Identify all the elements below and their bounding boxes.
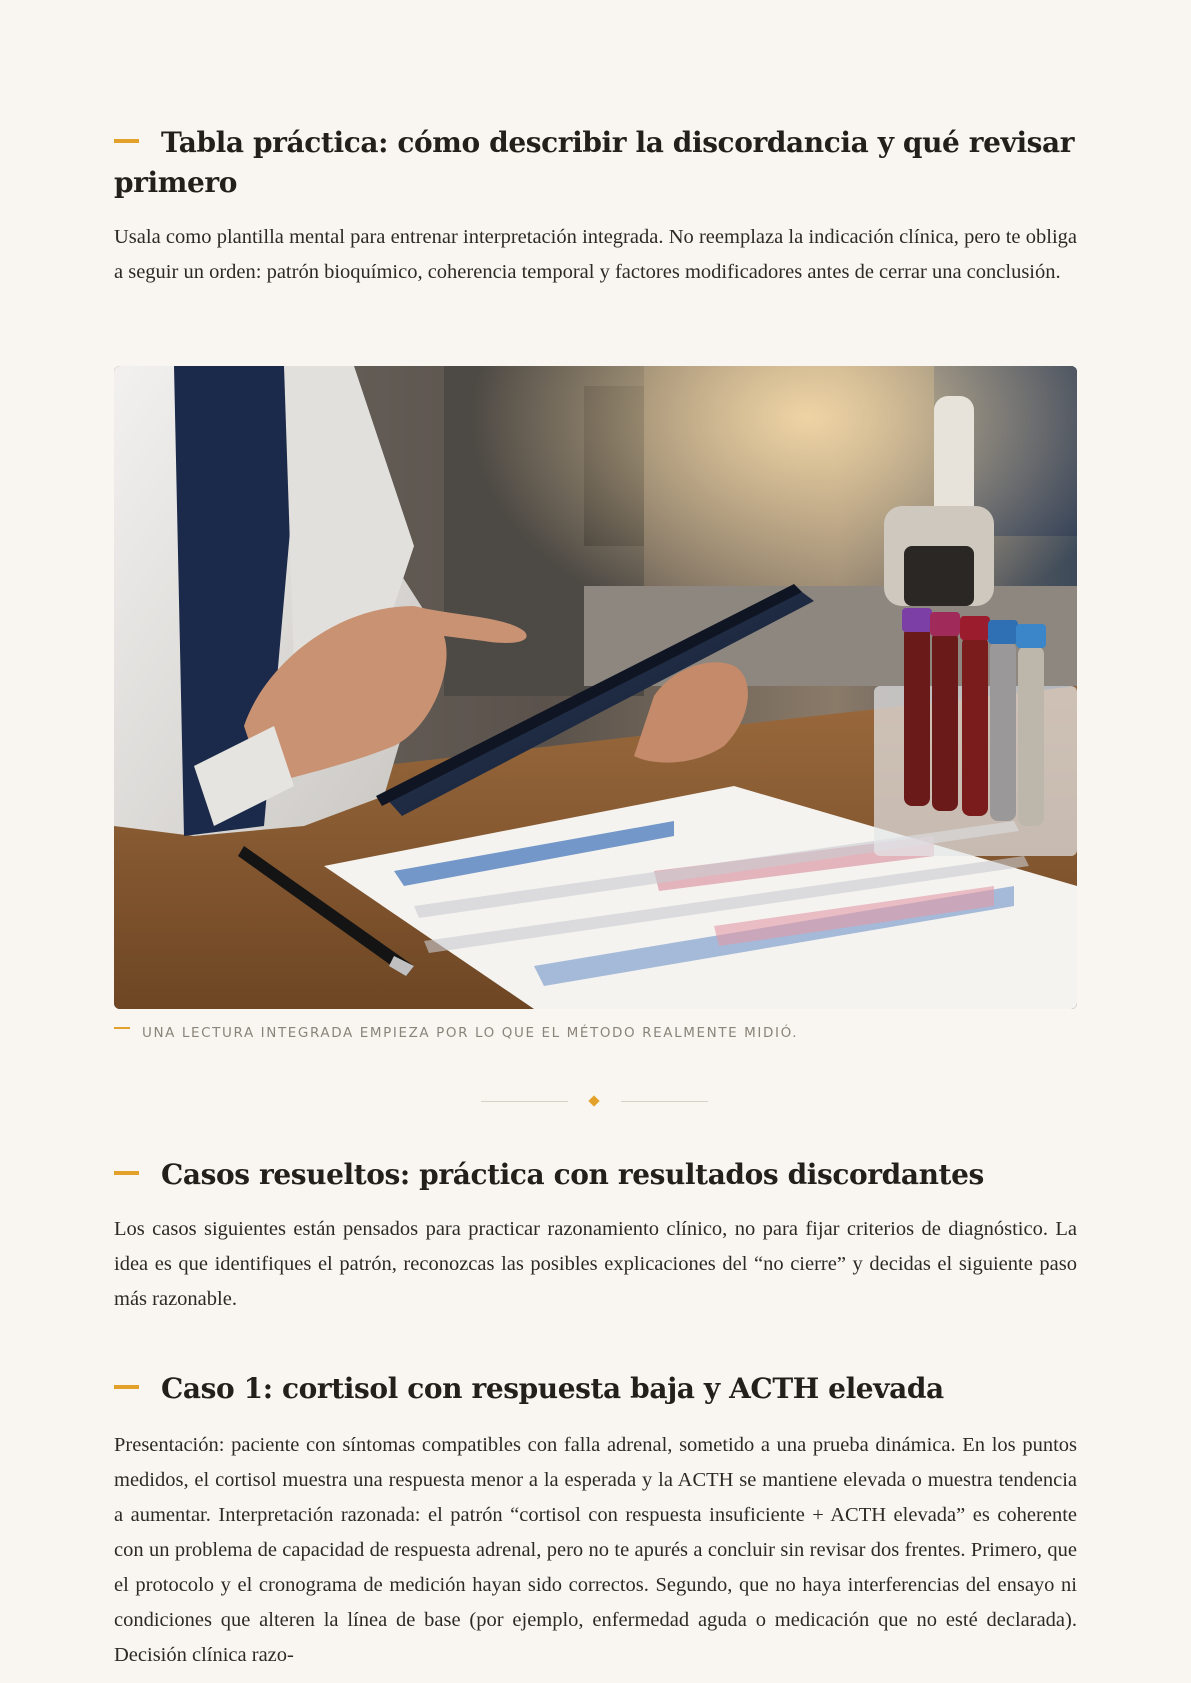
section-body-tabla: Usala como plantilla mental para entrenar interpretación integrada. No reemplaza la indicación clínica, pero te obliga a seguir un orden: patrón bioquímico, coherencia temporal y factores modificadores antes de cerrar una conclusión. bbox=[114, 226, 1077, 283]
divider-line-left bbox=[481, 1101, 568, 1102]
section-heading-tabla bbox=[114, 123, 1077, 203]
caption-accent-dash bbox=[114, 1027, 130, 1029]
section-body-caso1: Presentación: paciente con síntomas compatibles con falla adrenal, sometido a una prueba dinámica. En los puntos medidos, el cortisol muestra una respuesta menor a la esperada y la ACTH se mantiene elevada o muestra tendencia a aumentar. Interpretación razonada: el patrón “cortisol con respuesta insuficiente + ACTH elevada” es coherente con un problema de capacidad de respuesta adrenal, pero no te apurés a concluir sin revisar dos frentes. Primero, que el protocolo y el cronograma de medición hayan sido correctos. Segundo, que no haya interferencias del ensayo ni condiciones que alteren la línea de base (por ejemplo, enfermedad aguda o medicación que no esté declarada). Decisión clínica razo- bbox=[114, 1434, 1077, 1666]
heading-accent-dash bbox=[114, 1385, 139, 1389]
section-title-caso1: Caso 1: cortisol con respuesta baja y ACTH elevada bbox=[161, 1372, 944, 1405]
heading-accent-dash bbox=[114, 1171, 139, 1175]
section-divider bbox=[481, 1094, 711, 1110]
section-heading-casos bbox=[114, 1155, 1077, 1195]
divider-diamond-icon bbox=[588, 1095, 599, 1106]
section-heading-caso1 bbox=[114, 1369, 1077, 1409]
heading-accent-dash bbox=[114, 139, 139, 143]
figure-caption-text: UNA LECTURA INTEGRADA EMPIEZA POR LO QUE EL MÉTODO REALMENTE MIDIÓ. bbox=[142, 1025, 799, 1041]
section-body-casos: Los casos siguientes están pensados para practicar razonamiento clínico, no para fijar criterios de diagnóstico. La idea es que identifiques el patrón, reconozcas las posibles explicaciones del “no cierre” y decidas el siguiente paso más razonable. bbox=[114, 1218, 1077, 1310]
lab-photo bbox=[114, 366, 1077, 1009]
section-title-tabla: Tabla práctica: cómo describir la discordancia y qué revisar primero bbox=[114, 126, 1075, 199]
divider-line-right bbox=[621, 1101, 708, 1102]
figure-caption bbox=[114, 1025, 1077, 1045]
section-title-casos: Casos resueltos: práctica con resultados discordantes bbox=[161, 1158, 984, 1191]
